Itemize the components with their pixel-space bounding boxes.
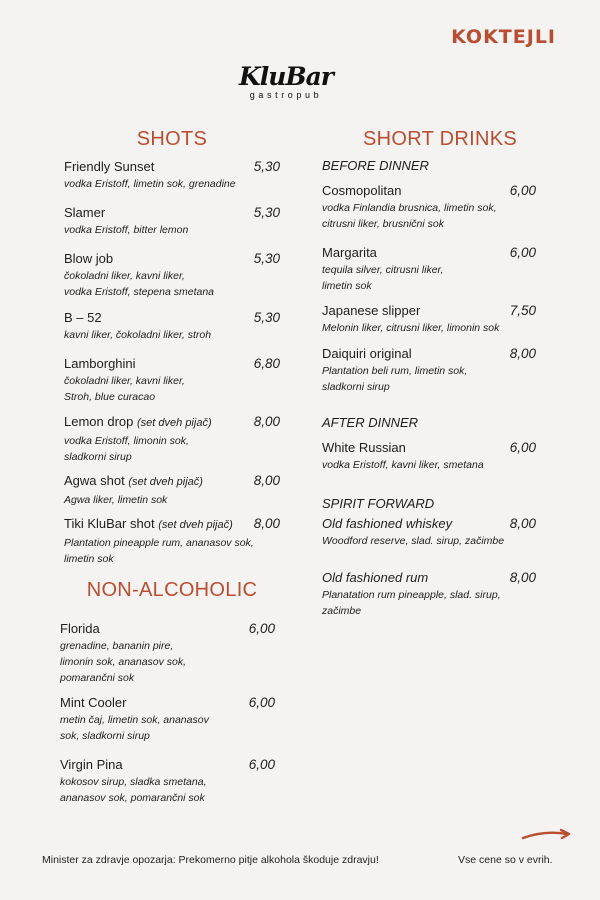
menu-item — [64, 515, 280, 567]
item-name: Lamborghini — [64, 356, 136, 371]
menu-item — [60, 694, 275, 744]
before-dinner-title: BEFORE DINNER — [322, 158, 429, 173]
footer-warning: Minister za zdravje opozarja: Prekomerno pitje alkohola škoduje zdravju! — [42, 854, 379, 866]
item-name: Friendly Sunset — [64, 159, 155, 174]
item-name: Cosmopolitan — [322, 183, 402, 198]
item-description: čokoladni liker, kavni liker, vodka Eristoff, stepena smetana — [64, 270, 214, 298]
menu-item — [322, 569, 536, 619]
item-name: Agwa shot (set dveh pijač) — [64, 473, 203, 488]
after-dinner-title: AFTER DINNER — [322, 415, 419, 430]
menu-item — [322, 244, 536, 294]
item-name: Tiki KluBar shot (set dveh pijač) — [64, 516, 233, 531]
menu-item — [60, 756, 275, 806]
footer-prices-note: Vse cene so v evrih. — [458, 854, 553, 866]
item-name: Slamer — [64, 205, 106, 220]
item-description: Planatation rum pineapple, slad. sirup, začimbe — [322, 589, 501, 617]
item-description: grenadine, bananin pire, limonin sok, ananasov sok, pomarančni sok — [60, 640, 187, 684]
item-price: 5,30 — [253, 205, 280, 220]
item-name: Mint Cooler — [60, 695, 127, 710]
item-description: čokoladni liker, kavni liker, Stroh, blue curacao — [64, 375, 185, 403]
menu-item — [64, 413, 280, 465]
item-name: Japanese slipper — [322, 303, 421, 318]
item-name: Daiquiri original — [322, 346, 412, 361]
item-price: 8,00 — [253, 473, 280, 488]
item-price: 8,00 — [253, 516, 280, 531]
item-price: 6,00 — [509, 440, 536, 455]
item-note: (set dveh pijač) — [128, 476, 203, 488]
item-description: Plantation beli rum, limetin sok, sladkorni sirup — [322, 365, 468, 393]
menu-item — [64, 158, 280, 192]
item-name: Old fashioned rum — [322, 570, 429, 585]
logo — [236, 64, 336, 101]
item-description: vodka Eristoff, bitter lemon — [64, 224, 189, 236]
item-price: 8,00 — [509, 516, 536, 531]
item-price: 8,00 — [509, 346, 536, 361]
item-price: 8,00 — [509, 570, 536, 585]
item-name: Margarita — [322, 245, 377, 260]
page-title: KOKTEJLI — [451, 26, 556, 48]
menu-item — [322, 345, 536, 395]
menu-item — [64, 355, 280, 405]
item-price: 5,30 — [253, 159, 280, 174]
item-name: Virgin Pina — [60, 757, 123, 772]
next-page-arrow-icon[interactable] — [521, 828, 573, 842]
item-description: vodka Finlandia brusnica, limetin sok, citrusni liker, brusnični sok — [322, 202, 497, 230]
item-price: 5,30 — [253, 310, 280, 325]
short-drinks-title: SHORT DRINKS — [362, 128, 517, 150]
item-description: Melonin liker, citrusni liker, limonin sok — [322, 322, 500, 334]
item-description: Plantation pineapple rum, ananasov sok, limetin sok — [64, 537, 254, 565]
item-description: Woodford reserve, slad. sirup, začimbe — [322, 535, 505, 547]
item-price: 6,00 — [248, 695, 275, 710]
menu-item — [64, 472, 280, 508]
item-note: (set dveh pijač) — [137, 417, 212, 429]
menu-item — [64, 309, 280, 343]
spirit-forward-title: SPIRIT FORWARD — [322, 496, 435, 511]
menu-item — [322, 439, 536, 473]
item-description: kokosov sirup, sladka smetana, ananasov sok, pomarančni sok — [60, 776, 207, 804]
item-price: 5,30 — [253, 251, 280, 266]
menu-item — [322, 182, 536, 232]
item-description: tequila silver, citrusni liker, limetin sok — [322, 264, 444, 292]
item-price: 6,80 — [253, 356, 280, 371]
menu-item — [64, 250, 280, 300]
item-name: B – 52 — [64, 310, 102, 325]
item-description: metin čaj, limetin sok, ananasov sok, sladkorni sirup — [60, 714, 209, 742]
item-name: Lemon drop (set dveh pijač) — [64, 414, 212, 429]
menu-item — [60, 620, 275, 686]
item-price: 6,00 — [509, 245, 536, 260]
item-price: 8,00 — [253, 414, 280, 429]
item-description: vodka Eristoff, limetin sok, grenadine — [64, 178, 236, 190]
logo-name: KluBar — [239, 62, 333, 91]
item-price: 7,50 — [509, 303, 536, 318]
item-price: 6,00 — [248, 621, 275, 636]
shots-title: SHOTS — [136, 128, 208, 150]
item-price: 6,00 — [509, 183, 536, 198]
item-price: 6,00 — [248, 757, 275, 772]
item-description: vodka Eristoff, kavni liker, smetana — [322, 459, 484, 471]
item-name: Blow job — [64, 251, 114, 266]
menu-item — [322, 515, 536, 549]
item-description: kavni liker, čokoladni liker, stroh — [64, 329, 212, 341]
item-name: Old fashioned whiskey — [322, 516, 453, 531]
item-name: Florida — [60, 621, 100, 636]
non-alcoholic-title: NON-ALCOHOLIC — [86, 579, 258, 601]
item-note: (set dveh pijač) — [158, 519, 233, 531]
item-name: White Russian — [322, 440, 406, 455]
item-description: vodka Eristoff, limonin sok, sladkorni sirup — [64, 435, 189, 463]
item-description: Agwa liker, limetin sok — [64, 494, 168, 506]
logo-tagline: gastropub — [249, 90, 323, 100]
menu-item — [322, 302, 536, 336]
menu-item — [64, 204, 280, 238]
